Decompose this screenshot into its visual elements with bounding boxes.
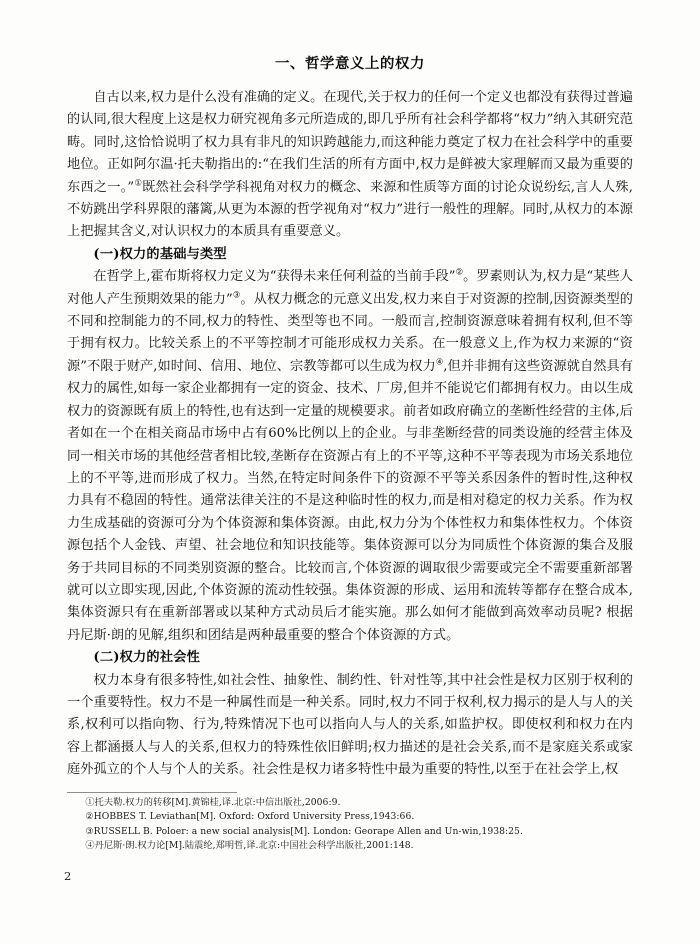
- footnote-marker-3[interactable]: ③: [232, 289, 241, 300]
- page-title: 一、哲学意义上的权力: [275, 55, 425, 72]
- paragraph-basis-text: 在哲学上,霍布斯将权力定义为“获得未来任何利益的当前手段”: [93, 269, 456, 285]
- footnote-item: ④丹尼斯·朗.权力论[M].陆震纶,郑明哲,译.北京:中国社会科学出版社,2001:148.: [85, 839, 414, 851]
- paragraph-basis-text-after-2: 。从权力概念的元意义出发,权力来自于对资源的控制,因资源类型的不同和控制能力的不同,权力的特性、类型等也不同。一般而言,控制资源意味着拥有权利,但不等于拥有权力。比较关系上的不平等控制才可能形成权力关系。在一般意义上,作为权力来源的“资源”不限于财产,如时间、信用、地位、宗教等都可以生成为权力: [67, 291, 633, 374]
- footnote-item: ①托夫勒.权力的转移[M].黄锦桂,译.北京:中信出版社,2006:9.: [85, 797, 341, 808]
- paragraph-intro: [67, 87, 633, 244]
- paragraph-intro-text: 自古以来,权力是什么没有准确的定义。在现代,关于权力的任何一个定义也都没有获得过普遍的认同,很大程度上这是权力研究视角多元所造成的,即几乎所有社会科学都将“权力”纳入其研究范畴。同时,这恰恰说明了权力具有非凡的知识跨越能力,而这种能力奠定了权力在社会科学中的重要地位。正如阿尔温·托夫勒指出的:“在我们生活的所有方面中,权力是鲜被大家理解而又最为重要的东西之一。”: [67, 90, 633, 195]
- paragraph-basis-and-types: [67, 266, 633, 647]
- footnote-separator-rule: [67, 792, 237, 793]
- paragraph-basis-text-after: 。罗素则认为,权力是“某些人对他人产生预期效果的能力”: [67, 269, 634, 307]
- subsection-heading-one: (一)权力的基础与类型: [93, 246, 227, 262]
- footnote-marker-4[interactable]: ④: [435, 356, 444, 367]
- paragraph-basis-text-after-3: ,但并非拥有这些资源就自然具有权力的属性,如每一家企业都拥有一定的资金、技术、厂房,但并不能说它们都拥有权力。由以生成权力的资源既有质上的特性,也有达到一定量的规模要求。前者如政府确立的垄断性经营的主体,后者如在一个在相关商品市场中占有60%比例以上的企业。与非垄断经营的同类设施的经营主体及同一相关市场的其他经营者相比较,垄断存在资源占有上的不平等,这种不平等表现为市场关系地位上的不平等,进而形成了权力。当然,在特定时间条件下的资源不平等关系因条件的暂时性,这种权力具有不稳固的特性。通常法律关注的不是这种临时性的权力,而是相对稳定的权力关系。作为权力生成基础的资源可分为个体资源和集体资源。由此,权力分为个体性权力和集体性权力。个体资源包括个人金钱、声望、社会地位和知识技能等。集体资源可以分为同质性个体资源的集合及服务于共同目标的不同类别资源的整合。比较而言,个体资源的调取很少需要或完全不需要重新部署就可以立即实现,因此,个体资源的流动性较强。集体资源的形成、运用和流转等都存在整合成本,集体资源只有在重新部署或以某种方式动员后才能实施。那么如何才能做到高效率动员呢? 根据丹尼斯·朗的见解,组织和团结是两种最重要的整合个体资源的方式。: [67, 358, 633, 643]
- footnote-item: ③RUSSELL B. Poloer: a new social analysis[M]. London: Georape Allen and Un-win,1938:25.: [85, 825, 523, 837]
- footnote-item: ②HOBBES T. Leviathan[M]. Oxford: Oxford University Press,1943:66.: [85, 811, 415, 823]
- footnote-marker-1[interactable]: ①: [134, 177, 143, 188]
- footnote-area: [67, 792, 633, 853]
- subsection-heading-two: (二)权力的社会性: [93, 650, 200, 666]
- footnote-marker-2[interactable]: ②: [455, 266, 464, 277]
- page-content: [67, 52, 633, 782]
- paragraph-sociality: 权力本身有很多特性,如社会性、抽象性、制约性、针对性等,其中社会性是权力区别于权利的一个重要特性。权力不是一种属性而是一种关系。同时,权力不同于权利,权力揭示的是人与人的关系,权利可以指向物、行为,特殊情况下也可以指向人与人的关系,如监护权。即使权利和权力在内容上都涵摄人与人的关系,但权力的特殊性依旧鲜明;权力描述的是社会关系,而不是家庭关系或家庭外孤立的个人与个人的关系。社会性是权力诸多特性中最为重要的特性,以至于在社会学上,权: [67, 672, 633, 778]
- page-number: 2: [64, 869, 72, 883]
- paragraph-intro-text-after: 既然社会科学学科视角对权力的概念、来源和性质等方面的讨论众说纷纭,言人人殊,不妨跳出学科界限的藩篱,从更为本源的哲学视角对“权力”进行一般性的理解。同时,从权力的本源上把握其含义,对认识权力的本质具有重要意义。: [67, 179, 634, 240]
